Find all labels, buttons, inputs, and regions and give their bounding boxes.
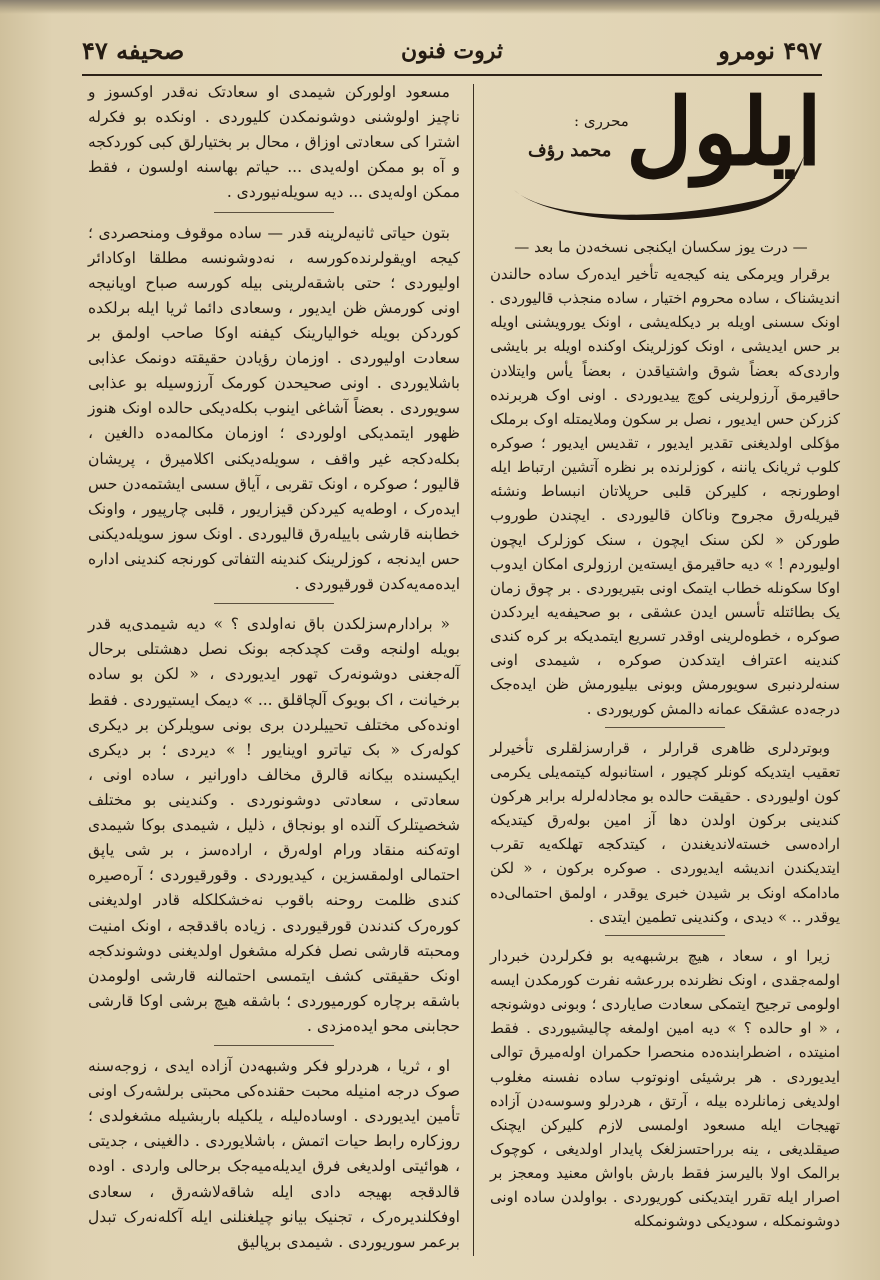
paragraph: بتون حیاتی ثانیه‌لرینه قدر — ساده موقوف ومنحصردی ؛ کیجه اویقولرنده‌کورسه ، نه‌دوشونسه مطلقا اوکادائر اولیوردی ؛ حتی باشقه‌لرینی بیله کورسه صباح اویانیجه اونی کورمش ظن ایدیور ، وسعادی دائما ثریا ایله برلکده کوردکن بویله خوالیارینک کیفنه اوکا صاحب اولمق بر سعادت اولیوردی . اوزمان رؤیادن حقیقته دونمک عذابی باشلایوردی . اونی صحیحدن کورمک آرزوسیله بو عذابی سویوردی . بعضاً آشاغی اینوب بکله‌دیکی حالده اونک هنوز ظهور ایتمدیکی اولوردی ؛ اوزمان مکالمه‌ده دالغین ، بکله‌دکجه غیر واقف ، سویله‌دیکنی اکلامیرق ، پریشان قالیور ؛ صوکره ، اونک تقربی ، آیاق سسی ایشتمه‌دن حس ایده‌رک ، اوطه‌یه کیردکن قیزاریور ، قلبی چارپیور ، واونک خطابنه قارشی باییله‌رق قالیوردی . اونک سوز سویله‌دیکنی حس ایدنجه ، کوزلرینک کندینه التفاتی کورنجه کندینی اداره ایده‌مه‌یه‌کدن قورقیوردی . [88, 223, 460, 594]
paragraph-separator [214, 603, 334, 604]
issue-number: ۴۹۷ نومرو [718, 36, 822, 65]
author-name: محمد رؤف [528, 140, 612, 161]
paragraph: زیرا او ، سعاد ، هیچ برشبهه‌یه بو فکرلردن خبردار اولمه‌جقدی ، اونک نظرنده بررعشه نفرت کورمکدن ایسه اولومی ترجیح ایتمکی سعادت صایاردی ؛ وبونی دوشونجه ، « او حالده ؟ » دیه امین اولمغه چالیشیوردی . فقط امنیتده ، اضطرابنده‌ده منحصرا حکمران اوله‌میرق توالی ایدیوردی . هر برشیئی اونوتوب ساده نفسنه مغلوب اولدیغی زمانلرده بیله ، آرتق ، هردرلو وسوسه‌دن آزاده تهیجات ایله مسعود اولمسی لازم کلیرکن ایچنک صیقلدیغی ، ینه برراحتسزلغک پایدار اولدیغی ، کوچوک برالمک اولا بالیرسز فقط بارش باواش معنید ومعجز بر اصرار ایله تقرر ایتدیکنی کوریوردی . بواولدن ساده اونی دوشونمکله ، سودیکی دوشونمکله [490, 946, 840, 1231]
title-swash-ornament [508, 150, 808, 220]
paragraph: « برادارم‌سزلکدن باق نه‌اولدی ؟ » دیه شیمدی‌یه قدر بویله اولنجه وقت کچدکجه بونک نصل دهشتلی برحال آله‌جغنی دوشونه‌رک تهور ایدیوردی ، « لکن بو ساده برخیانت ، اک بویوک آلچاقلق ... » دیمک ایستیوردی . فقط اونده‌کی مختلف تحییلردن بری بونی سویلرکن بر دیکری کوله‌رک « بک تیاترو اوینایور ! » دیردی ؛ بر دیکری ایکیسنده بیکانه قالرق مخالف داورانیر ، ساده اونی ، سعادتی ، سعادتی دوشونوردی . وکندینی بو مختلف شخصیتلرک آلنده او بونجاق ، ذلیل ، شیمدی بوکا شیمدی اوته‌کنه منقاد ورام اوله‌رق ، اراده‌سز ، بر شی یاپق احتمالی اولمقسزین ، کیدیوردی . وقورقیوردی ؛ آره‌صیره کندی ظلمت روحنه باقوب نه‌خشکلکله قادر اولدیغنی کوره‌رک کندندن قورقیوردی . زیاده باقدقجه ، اونک امنیت ومحبته قارشی نصل فکرله مشغول اولدیغنی دوشوندکجه اونک حقیقتی کشف ایتمسی احتمالنه قارشی اولومدن باشقه برچاره کورمیوردی ؛ باشقه هیچ برشی اوکا قارشی حجابنی محو ایده‌مزدی . [88, 615, 460, 1035]
paragraph-separator [605, 727, 725, 728]
paragraph: برقرار ویرمکی ینه کیجه‌یه تأخیر ایده‌رک ساده حالندن اندیشناک ، ساده محروم اختیار ، ساده منجذب قالیوردی . اونک سسنی اویله بر دیکله‌یشی ، اونک یورویشنی اویله بر حس ایدیشی ، اونک کوزلرینک اوکنده اویله بر بایشی واردی‌که بعضاً شوق واشتیاقدن ، بعضاً یأس وایتلادن حاقیرمق آرزولرینی کوچ ییدیوردی . اونی اوک هربرنده کزرکن حس ایدیور ، نصل بر سکون وملایمتله اوک برملک مؤکلی اولدیغنی تقدیر ایدیور ، تقدیس ایدیور ؛ صوکره کلوب ثریانک یاننه ، کوزلرنده بر نظره آتشین ارتباط ایله اوطورنجه ، کلیرکن قلبی حرپلاتان انبساط ونشئه قیریله‌رق مجروح وناکان قالیوردی . ایچندن طوروب طورکن « لکن سنک ایچون ، سنک کوزلرک ایچون اولیوردم ! » دیه حاقیرمق ایسته‌ین ارزولری امکان ایدوب اوکا سکونله خطاب ایتمک اونی بتیریوردی . بر چوق زمان یک بطائتله تأسس ایدن عشقی ، بو صحیفه‌یه ایردکدن صوکره ، خطوه‌لرینی اوقدر تسریع ایتمدیکه بر کره کندی کندینه اعتراف ایتدکدن صوکره ، شیمدی اونی سنه‌لردنبری سویورمش وبونی بیلیورمش ظن ایده‌جک درجه‌ده عشقک عمانه دالمش کوریوردی . [490, 265, 840, 718]
byline-label: محرری : [574, 112, 629, 130]
paragraph-separator [214, 212, 334, 213]
paragraph: او ، ثریا ، هردرلو فکر وشبهه‌دن آزاده ایدی ، زوجه‌سنه صوک درجه امنیله محبت حقنده‌کی محبتی برلشه‌رک اونی تأمین ایدیوردی . اوساده‌لیله ، یلکیله باربشیله مشغولدی ؛ روزکاره رابط حیات اتمش ، باشلایوردی . دالغینی ، جدیتی ، هوائیتی اولدیغی فرق ایدیله‌میه‌جک برحالی واردی . اوده قالدقجه بهیجه دادی ایله شاقه‌لاشه‌رق ، سعادی اوفکلندیره‌رک ، تجنیک بیانو چیلغنلنی ایله آکله‌نه‌رک تبدل برعمر سوریوردی . شیمدی برپالیق [88, 1057, 460, 1251]
paragraph-separator [605, 935, 725, 936]
paragraph-separator [214, 1045, 334, 1046]
right-text-column [490, 262, 840, 1237]
paragraph: مسعود اولورکن شیمدی او سعادتک نه‌قدر اوکسوز و ناچیز اولوشنی دوشونمکدن کلیوردی . اونکده بو فکرله اشترا کی سعادتی اوزاق ، محال بر بختیارلق کبی کوردکجه و آه بو ممکن اوله‌یدی ... حیاتم بهاسنه اولسون ، فقط ممکن اوله‌یدی ... دیه سویله‌نیوردی . [88, 83, 460, 202]
paragraph: وبوتردلری ظاهری قرارلر ، قرارسزلقلری تأخیرلر تعقیب ایتدیکه کونلر کچیور ، استانبوله کیتمه‌یلی یکرمی کون اولیوردی . حقیقت حالده بو مجادله‌لرله برابر هرکون کندینی برکون اولدن دها آز امین بوله‌رق کیتدیکه اراده‌سی خسته‌لاندیغندن ، کیتدکجه تهلکه‌یه تقرب ایتدیکندن اندیشه ایدیوردی . صوکره برکون ، « لکن مادامکه اونک بر شیدن خبری یوقدر ، اولمق احتمالی‌ده یوقدر .. » دیدی ، وکندینی تطمین ایتدی . [490, 738, 840, 926]
left-text-column [88, 80, 460, 1259]
page-top-edge-shadow [0, 0, 880, 14]
article-subtitle: — درت یوز سکسان ایکنجی نسخه‌دن ما بعد — [514, 238, 808, 256]
article-title: ایلول [626, 78, 822, 186]
column-divider [473, 84, 474, 1256]
page-header [82, 34, 822, 76]
journal-title: ثروت فنون [401, 38, 503, 64]
page-number: صحیفه ۴۷ [82, 36, 185, 65]
